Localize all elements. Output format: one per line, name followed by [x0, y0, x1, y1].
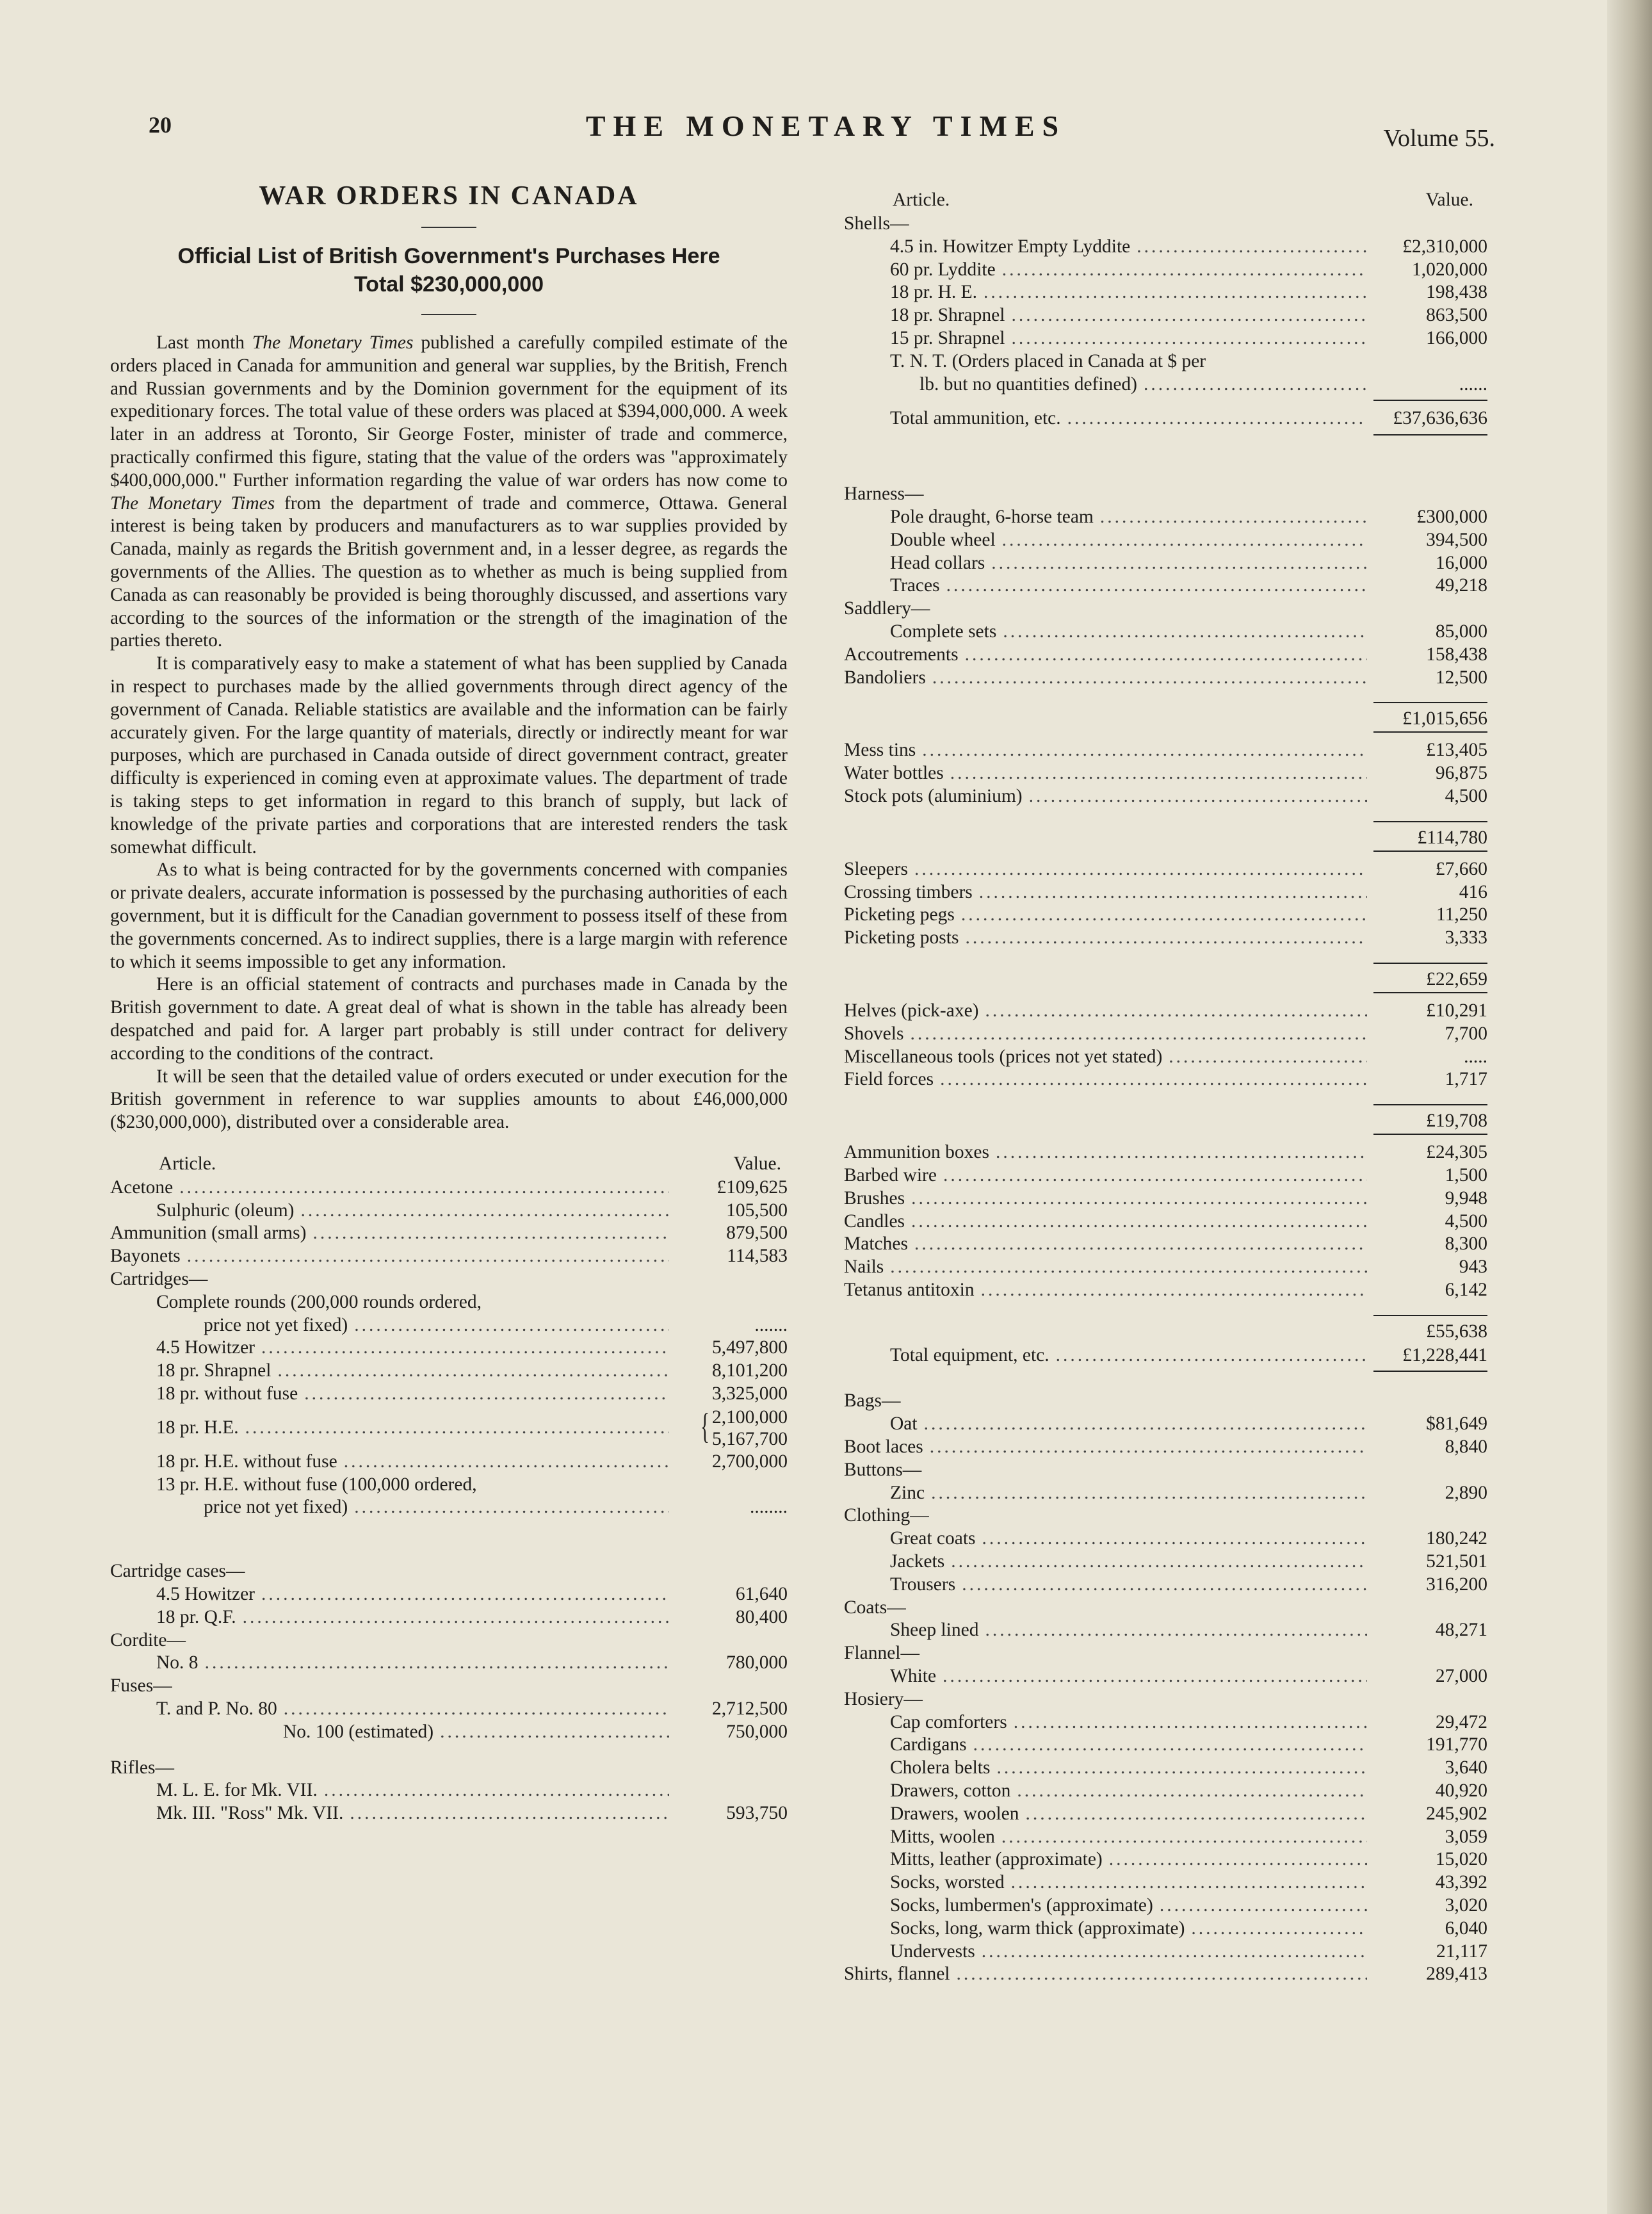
volume-label: Volume 55. — [1383, 125, 1495, 152]
table-row: M. L. E. for Mk. VII. ..... — [110, 1779, 788, 1802]
table-row: 4.5 in. Howitzer Empty Lyddite ..... £2,310,000 — [844, 236, 1487, 259]
page-header — [0, 109, 1652, 160]
article-subtitle-1: Official List of British Government's Purchases Here — [177, 244, 720, 268]
total-ammunition-row: Total ammunition, etc. ..... £37,636,636 — [844, 407, 1487, 430]
table-row: 18 pr. Q.F. ..... 80,400 — [110, 1606, 788, 1629]
table-row: 18 pr. Shrapnel ..... 8,101,200 — [110, 1360, 788, 1383]
table-section-heading: Harness— — [844, 484, 924, 505]
journal-title: THE MONETARY TIMES — [585, 110, 1067, 142]
paragraph-1 — [110, 332, 788, 653]
table-row: Complete sets ..... 85,000 — [844, 621, 1487, 644]
table-row: No. 100 (estimated) ..... 750,000 — [110, 1721, 788, 1744]
table-row: Barbed wire ..... 1,500 — [844, 1164, 1487, 1187]
table-row: Bayonets ..... 114,583 — [110, 1245, 788, 1268]
table-row: 18 pr. Shrapnel ..... 863,500 — [844, 304, 1487, 327]
table-row: Complete rounds (200,000 rounds ordered, — [156, 1291, 482, 1312]
table-row: Pole draught, 6-horse team ..... £300,000 — [844, 506, 1487, 529]
table-row: White ..... 27,000 — [844, 1665, 1487, 1688]
table-row: 18 pr. H. E. ..... 198,438 — [844, 281, 1487, 304]
table-section-heading: Shells— — [844, 213, 909, 234]
paragraph-3: As to what is being contracted for by the governments concerned with companies or private dealers, accurate information is possessed by the purchasing authorities of each government, but it is difficult for the Canadian government to possess itself of these from the governments concerned. As to indirect supplies, there is a large margin with reference to which it seems impossible to get any information. — [110, 859, 788, 972]
table-row: Accoutrements ..... 158,438 — [844, 644, 1487, 667]
table-section-heading: Buttons— — [844, 1459, 922, 1480]
table-row: Ammunition boxes ..... £24,305 — [844, 1141, 1487, 1164]
table-row: Brushes ..... 9,948 — [844, 1187, 1487, 1210]
table-row: No. 8 ..... 780,000 — [110, 1652, 788, 1675]
table-row: Socks, lumbermen's (approximate) ..... 3,020 — [844, 1894, 1487, 1917]
table-row: Undervests ..... 21,117 — [844, 1941, 1487, 1964]
subtotal: £114,780 — [844, 821, 1487, 851]
table-row: price not yet fixed) ..... ........ — [110, 1496, 788, 1519]
table-row: T. N. T. (Orders placed in Canada at $ per — [890, 350, 1206, 371]
table-row: Head collars ..... 16,000 — [844, 552, 1487, 575]
table-row: Ammunition (small arms) ..... 879,500 — [110, 1222, 788, 1245]
table-section-heading: Clothing— — [844, 1505, 929, 1526]
table-row: Socks, long, warm thick (approximate) ..... 6,040 — [844, 1917, 1487, 1941]
p1-text-b: published a carefully compiled estimate of the orders placed in Canada for ammunition and general war supplies, by the British, French and Russian governments and by the Dominion government for the equipment of its expeditionary forces. The total value of these orders was placed at $394,000,000. A week later in an address at Toronto, Sir George Foster, minister of trade and commerce, practically confirmed this figure, stating that the value of the orders was "approximately $400,000,000." Further information regarding the value of war orders has now come to — [110, 332, 788, 491]
table-row: Drawers, woolen ..... 245,902 — [844, 1803, 1487, 1826]
left-column — [110, 179, 788, 1825]
table-row: Stock pots (aluminium) ..... 4,500 — [844, 785, 1487, 808]
table-row: Candles ..... 4,500 — [844, 1210, 1487, 1233]
table-section-heading: Saddlery— — [844, 598, 930, 619]
table-row: Field forces ..... 1,717 — [844, 1068, 1487, 1091]
table-section-heading: Flannel— — [844, 1643, 919, 1664]
table-row: Helves (pick-axe) ..... £10,291 — [844, 1000, 1487, 1023]
table-row: Mess tins ..... £13,405 — [844, 739, 1487, 762]
table-section-heading: Coats— — [844, 1597, 906, 1618]
table-row: 13 pr. H.E. without fuse (100,000 ordered, — [156, 1474, 477, 1495]
col-article-label: Article. — [893, 190, 950, 210]
table-row: Tetanus antitoxin ..... 6,142 — [844, 1279, 1487, 1302]
subtotal: £19,708 — [844, 1104, 1487, 1134]
table-row: Oat ..... $81,649 — [844, 1413, 1487, 1436]
title-rule — [421, 227, 476, 228]
page-binding-edge — [1607, 0, 1652, 2214]
table-row: Crossing timbers ..... 416 — [844, 881, 1487, 904]
table-row: Traces ..... 49,218 — [844, 574, 1487, 598]
table-row: Water bottles ..... 96,875 — [844, 762, 1487, 785]
table-row: Double wheel ..... 394,500 — [844, 529, 1487, 552]
table-row: lb. but no quantities defined) ..... ...... — [844, 373, 1487, 396]
table-row: 18 pr. H.E. without fuse ..... 2,700,000 — [110, 1451, 788, 1474]
total-equipment-row: Total equipment, etc. ..... £1,228,441 — [844, 1344, 1487, 1367]
table-row: 60 pr. Lyddite ..... 1,020,000 — [844, 259, 1487, 282]
table-row: Sheep lined ..... 48,271 — [844, 1619, 1487, 1642]
subtotal: £1,015,656 — [844, 702, 1487, 731]
col-article-label: Article. — [159, 1153, 216, 1174]
table-row: Cardigans ..... 191,770 — [844, 1734, 1487, 1757]
table-row: Zinc ..... 2,890 — [844, 1482, 1487, 1505]
table-row: Picketing pegs ..... 11,250 — [844, 904, 1487, 927]
table-row: Mitts, leather (approximate) ..... 15,020 — [844, 1848, 1487, 1871]
p1-text-c: from the department of trade and commerce, Ottawa. General interest is being taken by producers and manufacturers as to war supplies provided by Canada, mainly as regards the British government and, in a lesser degree, as regards the governments of the Allies. The question as to whether as much is being supplied from Canada as can reasonably be provided is being thoroughly discussed, and assertions vary according to the sources of the information or the strength of the imagination of the parties thereto. — [110, 492, 788, 651]
table-row: Picketing posts ..... 3,333 — [844, 927, 1487, 950]
brace: { — [700, 1407, 709, 1447]
table-row: Bandoliers ..... 12,500 — [844, 667, 1487, 690]
col-value-label: Value. — [733, 1153, 781, 1174]
table-row: Nails ..... 943 — [844, 1256, 1487, 1279]
table-row: Great coats ..... 180,242 — [844, 1527, 1487, 1551]
article-title: WAR ORDERS IN CANADA — [259, 181, 639, 211]
table-row: Trousers ..... 316,200 — [844, 1574, 1487, 1597]
table-section-heading: Cartridges— — [110, 1269, 208, 1290]
table-section-heading: Cordite— — [110, 1629, 186, 1650]
table-row: Cap comforters ..... 29,472 — [844, 1711, 1487, 1734]
paragraph-2: It is comparatively easy to make a statement of what has been supplied by Canada in respect to purchases made by the allied governments through direct agency of the government of Canada. Reliable statistics are available and the information can be fairly accurately given. For the large quantity of materials, directly or indirectly meant for war purposes, which are purchased in Canada outside of direct government contract, greater difficulty is experienced in coming even at approximate values. The department of trade is taking steps to get information in regard to this branch of supply, but lack of knowledge of the private parties and corporations that are interested renders the task somewhat difficult. — [110, 653, 788, 858]
page-number: 20 — [149, 112, 172, 138]
left-table-header — [110, 1151, 788, 1176]
p1-text-a: Last month — [156, 332, 252, 353]
table-row: T. and P. No. 80 ..... 2,712,500 — [110, 1698, 788, 1721]
left-table — [110, 1151, 788, 1825]
table-row: 4.5 Howitzer ..... 61,640 — [110, 1583, 788, 1606]
table-row: Drawers, cotton ..... 40,920 — [844, 1780, 1487, 1803]
table-row: Miscellaneous tools (prices not yet stated) ..... ..... — [844, 1046, 1487, 1069]
table-row: Jackets ..... 521,501 — [844, 1551, 1487, 1574]
table-section-heading: Fuses— — [110, 1675, 172, 1697]
table-section-heading: Hosiery— — [844, 1688, 923, 1709]
paragraph-5: It will be seen that the detailed value of orders executed or under execution for the British government in reference to war supplies amounts to about £46,000,000 ($230,000,000), distributed over a considerable area. — [110, 1066, 788, 1133]
article-subtitle-2: Total $230,000,000 — [353, 272, 544, 297]
table-row: Boot laces ..... 8,840 — [844, 1436, 1487, 1459]
col-value-label: Value. — [1425, 190, 1473, 210]
subtitle-rule — [421, 314, 476, 315]
paragraph-4: Here is an official statement of contracts and purchases made in Canada by the British government to date. A great deal of what is shown in the table has already been despatched and paid for. A larger part probably is still under contract for delivery according to the conditions of the contract. — [110, 974, 788, 1064]
table-row: Matches ..... 8,300 — [844, 1233, 1487, 1256]
table-row: 18 pr. without fuse ..... 3,325,000 — [110, 1383, 788, 1406]
table-row: Shovels ..... 7,700 — [844, 1023, 1487, 1046]
table-row: Cholera belts ..... 3,640 — [844, 1757, 1487, 1780]
table-row: Mitts, woolen ..... 3,059 — [844, 1826, 1487, 1849]
table-row: Sleepers ..... £7,660 — [844, 858, 1487, 881]
right-column — [844, 187, 1487, 1986]
table-row: 15 pr. Shrapnel ..... 166,000 — [844, 327, 1487, 350]
table-section-heading: Cartridge cases— — [110, 1561, 245, 1582]
table-section-heading: Bags— — [844, 1390, 901, 1412]
subtotal: £55,638 — [844, 1315, 1487, 1344]
table-row: Shirts, flannel ..... 289,413 — [844, 1963, 1487, 1986]
table-section-heading: Rifles— — [110, 1757, 174, 1778]
table-row: Socks, worsted ..... 43,392 — [844, 1871, 1487, 1894]
subtotal: £22,659 — [844, 963, 1487, 992]
table-row: price not yet fixed) ..... ....... — [110, 1314, 788, 1337]
table-row: Acetone ..... £109,625 — [110, 1176, 788, 1200]
table-row: 4.5 Howitzer ..... 5,497,800 — [110, 1337, 788, 1360]
p1-journal-name-1: The Monetary Times — [252, 332, 414, 353]
right-table-header — [844, 187, 1487, 213]
table-row: Mk. III. "Ross" Mk. VII. ..... 593,750 — [110, 1802, 788, 1825]
table-row: Sulphuric (oleum) ..... 105,500 — [110, 1200, 788, 1223]
p1-journal-name-2: The Monetary Times — [110, 492, 275, 514]
table-row: 18 pr. H.E. ..... { 2,100,000 5,167,700 — [110, 1406, 788, 1451]
